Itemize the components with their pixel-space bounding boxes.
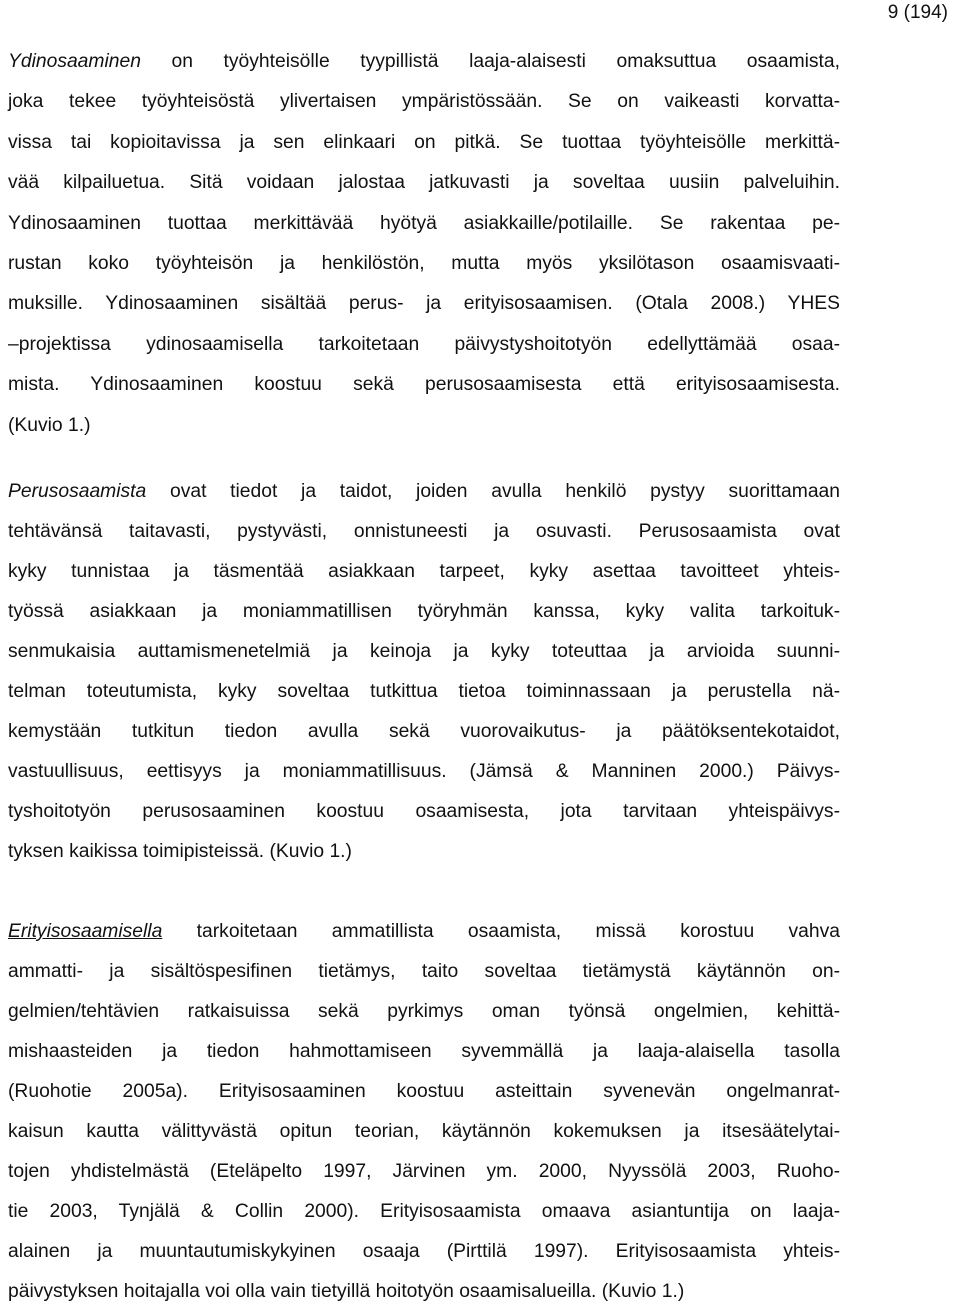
line-text: (Kuvio 1.): [8, 414, 91, 436]
line-text: kyky tunnistaa ja täsmentää asiakkaan tarpeet, kyky asettaa tavoitteet yhteis-: [8, 561, 840, 582]
text-line: [8, 712, 840, 752]
text-line: [8, 406, 840, 446]
text-line: [8, 42, 840, 82]
line-text: tie 2003, Tynjälä & Collin 2000). Erityisosaamista omaava asiantuntija on laaja-: [8, 1201, 840, 1222]
line-text: päivystyksen hoitajalla voi olla vain tietyillä hoitotyön osaamisalueilla. (Kuvio 1.): [8, 1281, 685, 1302]
line-text: alainen ja muuntautumiskykyinen osaaja (Pirttilä 1997). Erityisosaamista yhteis-: [8, 1241, 840, 1262]
line-text: tehtävänsä taitavasti, pystyvästi, onnistuneesti ja osuvasti. Perusosaamista ovat: [8, 521, 840, 542]
text-line: [8, 82, 840, 122]
page-number: 9 (194): [887, 2, 948, 23]
line-text: tyksen kaikissa toimipisteissä. (Kuvio 1.): [8, 841, 352, 862]
line-text: Ydinosaaminen tuottaa merkittävää hyötyä asiakkaille/potilaille. Se rakentaa pe-: [8, 212, 840, 234]
text-line: [8, 1192, 840, 1232]
paragraph-ydinosaaminen: [8, 42, 840, 446]
line-text: rustan koko työyhteisön ja henkilöstön, mutta myös yksilötason osaamisvaati-: [8, 252, 840, 274]
paragraph-erityisosaamisella: [8, 912, 840, 1312]
text-line: [8, 1112, 840, 1152]
line-text: muksille. Ydinosaaminen sisältää perus- ja erityisosaamisen. (Otala 2008.) YHES: [8, 293, 840, 315]
line-text: ammatti- ja sisältöspesifinen tietämys, taito soveltaa tietämystä käytännön on-: [8, 961, 840, 982]
text-line: [8, 632, 840, 672]
text-line: [8, 552, 840, 592]
text-line: [8, 752, 840, 792]
line-text: tyshoitotyön perusosaaminen koostuu osaamisesta, jota tarvitaan yhteispäivys-: [8, 801, 840, 822]
line-text: mishaasteiden ja tiedon hahmottamiseen syvemmällä ja laaja-alaisella tasolla: [8, 1041, 840, 1062]
line-text: telman toteutumista, kyky soveltaa tutkittua tietoa toiminnassaan ja perustella nä-: [8, 681, 840, 702]
line-text: gelmien/tehtävien ratkaisuissa sekä pyrkimys oman työnsä ongelmien, kehittä-: [8, 1001, 840, 1022]
text-line: [8, 284, 840, 324]
line-text: –projektissa ydinosaamisella tarkoitetaan päivystyshoitotyön edellyttämää osaa-: [8, 333, 840, 355]
text-line: [8, 365, 840, 405]
defined-term: Erityisosaamisella: [8, 921, 163, 942]
text-line: [8, 592, 840, 632]
text-line: [8, 204, 840, 244]
text-line: [8, 672, 840, 712]
line-text: vastuullisuus, eettisyys ja moniammatillisuus. (Jämsä & Manninen 2000.) Päivys-: [8, 761, 840, 782]
text-line: [8, 512, 840, 552]
text-line: [8, 123, 840, 163]
text-line: [8, 792, 840, 832]
paragraph-perusosaamista: [8, 472, 840, 872]
text-line: [8, 1232, 840, 1272]
line-text: tarkoitetaan ammatillista osaamista, missä korostuu vahva: [162, 921, 840, 942]
text-line: [8, 472, 840, 512]
line-text: tojen yhdistelmästä (Eteläpelto 1997, Järvinen ym. 2000, Nyyssölä 2003, Ruoho-: [8, 1161, 840, 1182]
defined-term: Ydinosaaminen: [8, 51, 141, 72]
text-line: [8, 244, 840, 284]
text-line: [8, 952, 840, 992]
line-text: (Ruohotie 2005a). Erityisosaaminen koostuu asteittain syvenevän ongelmanrat-: [8, 1081, 840, 1102]
text-line: [8, 992, 840, 1032]
text-line: [8, 912, 840, 952]
line-text: on työyhteisölle tyypillistä laaja-alaisesti omaksuttua osaamista,: [140, 51, 840, 72]
text-line: [8, 325, 840, 365]
line-text: joka tekee työyhteisöstä ylivertaisen ympäristössään. Se on vaikeasti korvatta-: [8, 91, 840, 113]
defined-term: Perusosaamista: [8, 481, 147, 502]
line-text: työssä asiakkaan ja moniammatillisen työryhmän kanssa, kyky valita tarkoituk-: [8, 601, 840, 622]
line-text: mista. Ydinosaaminen koostuu sekä perusosaamisesta että erityisosaamisesta.: [8, 374, 840, 396]
line-text: senmukaisia auttamismenetelmiä ja keinoja ja kyky toteuttaa ja arvioida suunni-: [8, 641, 840, 662]
text-line: [8, 1072, 840, 1112]
text-line: [8, 1032, 840, 1072]
line-text: vää kilpailuetua. Sitä voidaan jalostaa jatkuvasti ja soveltaa uusiin palveluihin.: [8, 172, 840, 194]
line-text: kemystään tutkitun tiedon avulla sekä vuorovaikutus- ja päätöksentekotaidot,: [8, 721, 840, 742]
text-line: [8, 832, 840, 872]
text-line: [8, 163, 840, 203]
line-text: vissa tai kopioitavissa ja sen elinkaari on pitkä. Se tuottaa työyhteisölle merkittä-: [8, 131, 840, 153]
text-line: [8, 1152, 840, 1192]
line-text: ovat tiedot ja taidot, joiden avulla henkilö pystyy suorittamaan: [146, 481, 840, 502]
line-text: kaisun kautta välittyvästä opitun teorian, käytännön kokemuksen ja itsesäätelytai-: [8, 1121, 840, 1142]
text-line: [8, 1272, 840, 1312]
